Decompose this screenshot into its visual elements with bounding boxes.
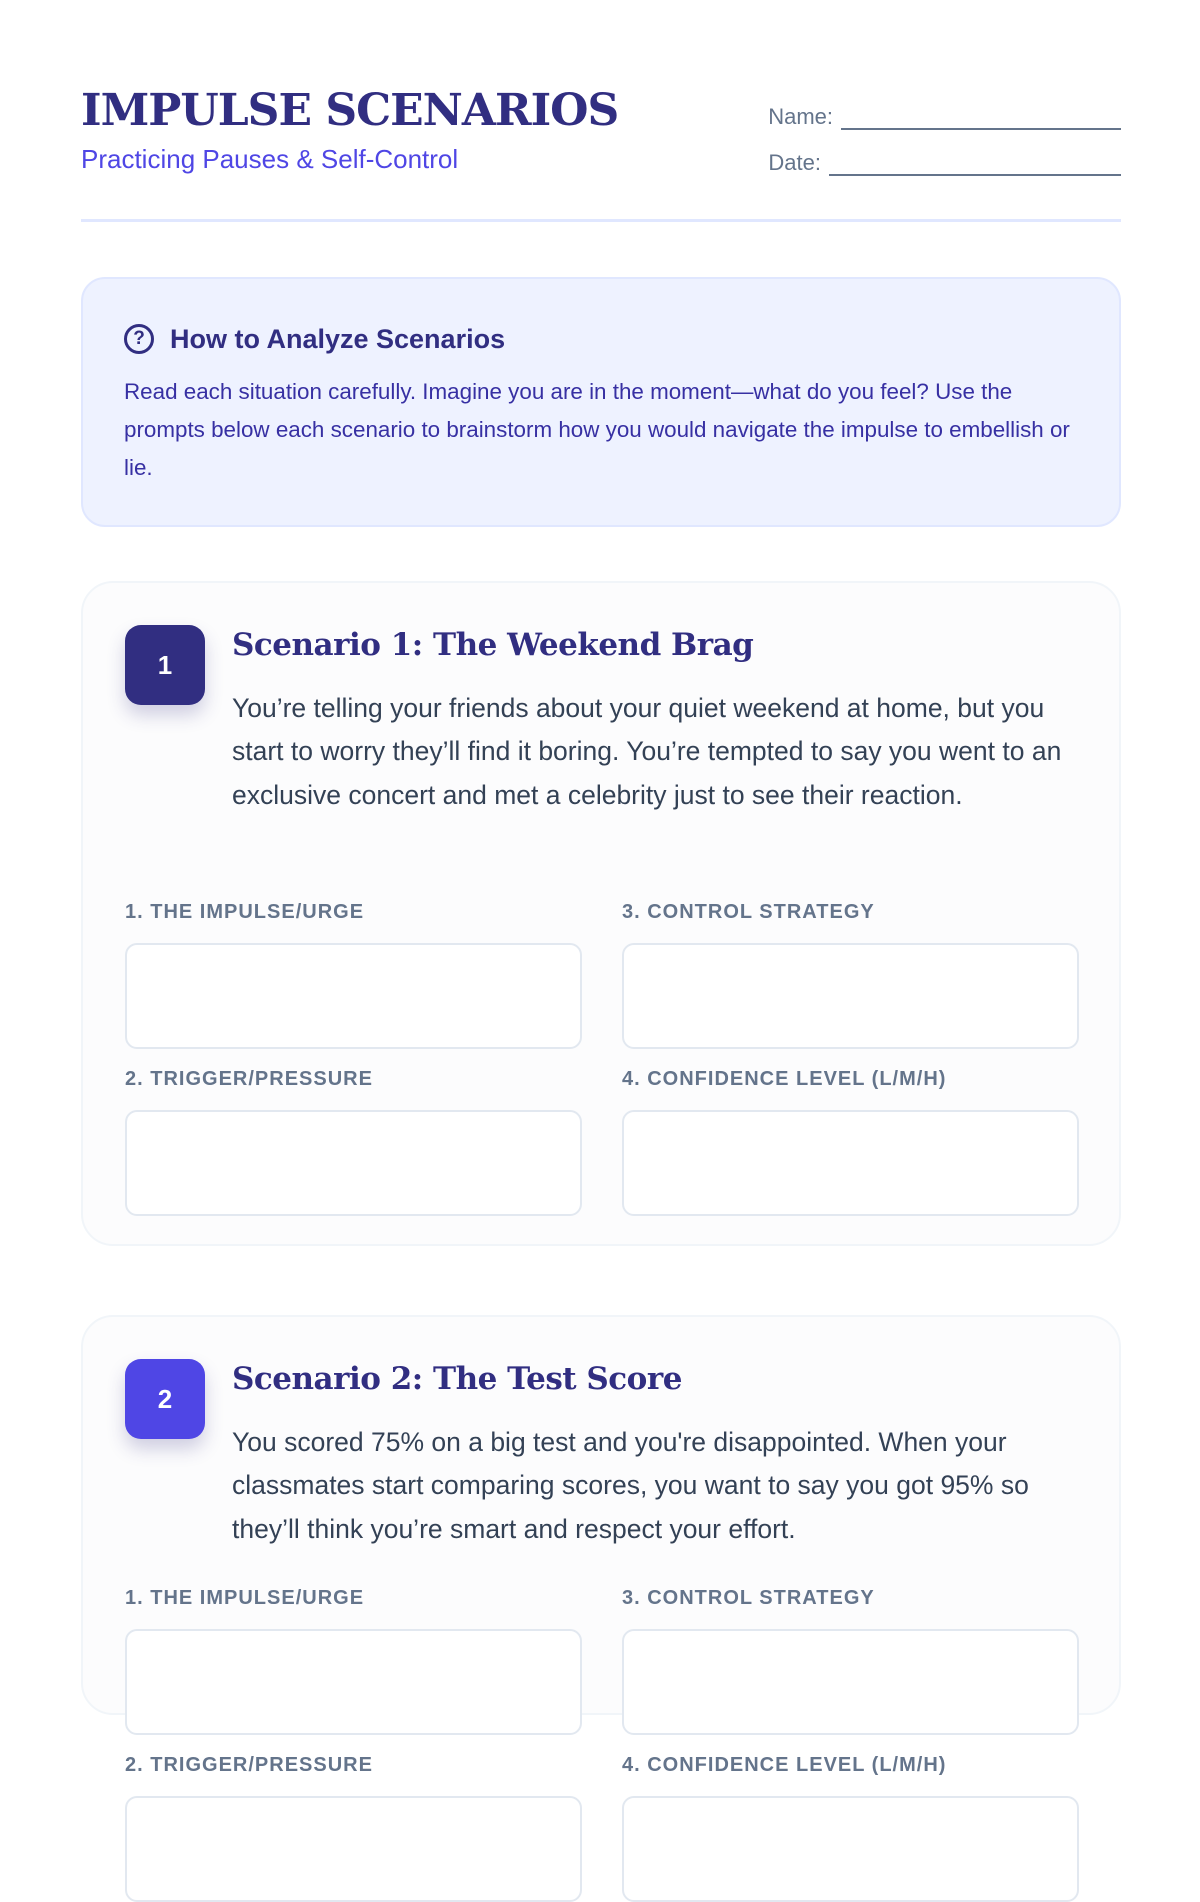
name-field[interactable] bbox=[768, 100, 1121, 130]
scenario-description: You’re telling your friends about your quiet weekend at home, but you start to worry they’ll find it boring. You’re tempted to say you went to an exclusive concert and met a celebrity just to see their reaction. bbox=[232, 693, 1062, 810]
prompt-control-strategy bbox=[622, 1587, 1079, 1735]
scenario-title: Scenario 2: The Test Score bbox=[232, 1361, 682, 1397]
prompt-control-strategy bbox=[622, 901, 1079, 1049]
worksheet-header bbox=[81, 80, 1121, 222]
prompt-label: 1. THE IMPULSE/URGE bbox=[125, 1587, 365, 1609]
response-grid bbox=[125, 1587, 1080, 1897]
control-strategy-answer-box[interactable] bbox=[622, 943, 1079, 1049]
prompt-trigger bbox=[125, 1068, 582, 1216]
date-line[interactable] bbox=[829, 154, 1121, 176]
page-subtitle: Practicing Pauses & Self-Control bbox=[81, 144, 459, 174]
scenario-number-badge: 1 bbox=[125, 625, 205, 705]
prompt-confidence bbox=[622, 1068, 1079, 1216]
date-field[interactable] bbox=[768, 146, 1121, 176]
scenario-description: You scored 75% on a big test and you're disappointed. When your classmates start comparing scores, you want to say you got 95% so they’ll think you’re smart and respect your effort. bbox=[232, 1427, 1029, 1544]
instructions-box bbox=[81, 277, 1121, 527]
trigger-answer-box[interactable] bbox=[125, 1796, 582, 1902]
impulse-answer-box[interactable] bbox=[125, 1629, 582, 1735]
scenario-card-2 bbox=[81, 1315, 1121, 1776]
prompt-confidence bbox=[622, 1754, 1079, 1902]
name-line[interactable] bbox=[841, 108, 1121, 130]
prompt-label: 2. TRIGGER/PRESSURE bbox=[125, 1068, 373, 1090]
prompt-trigger bbox=[125, 1754, 582, 1902]
prompt-label: 3. CONTROL STRATEGY bbox=[622, 1587, 875, 1609]
date-label: Date: bbox=[768, 150, 821, 175]
prompt-label: 4. CONFIDENCE LEVEL (L/M/H) bbox=[622, 1754, 947, 1776]
help-circle-icon: ? bbox=[124, 324, 154, 354]
prompt-impulse bbox=[125, 901, 582, 1049]
scenario-title: Scenario 1: The Weekend Brag bbox=[232, 627, 754, 663]
response-grid bbox=[125, 901, 1080, 1211]
prompt-label: 1. THE IMPULSE/URGE bbox=[125, 901, 365, 923]
instructions-header bbox=[124, 319, 1079, 359]
impulse-answer-box[interactable] bbox=[125, 943, 582, 1049]
instructions-title: How to Analyze Scenarios bbox=[170, 323, 506, 354]
trigger-answer-box[interactable] bbox=[125, 1110, 582, 1216]
prompt-label: 4. CONFIDENCE LEVEL (L/M/H) bbox=[622, 1068, 947, 1090]
confidence-answer-box[interactable] bbox=[622, 1796, 1079, 1902]
scenario-card-1 bbox=[81, 581, 1121, 1246]
prompt-label: 3. CONTROL STRATEGY bbox=[622, 901, 875, 923]
prompt-impulse bbox=[125, 1587, 582, 1735]
page-title: IMPULSE SCENARIOS bbox=[81, 85, 619, 136]
scenario-number-badge: 2 bbox=[125, 1359, 205, 1439]
instructions-text: Read each situation carefully. Imagine you are in the moment—what do you feel? Use the prompts below each scenario to brainstorm how you would navigate the impulse to embellish or lie. bbox=[124, 379, 1070, 480]
prompt-label: 2. TRIGGER/PRESSURE bbox=[125, 1754, 373, 1776]
control-strategy-answer-box[interactable] bbox=[622, 1629, 1079, 1735]
confidence-answer-box[interactable] bbox=[622, 1110, 1079, 1216]
name-label: Name: bbox=[768, 104, 833, 129]
